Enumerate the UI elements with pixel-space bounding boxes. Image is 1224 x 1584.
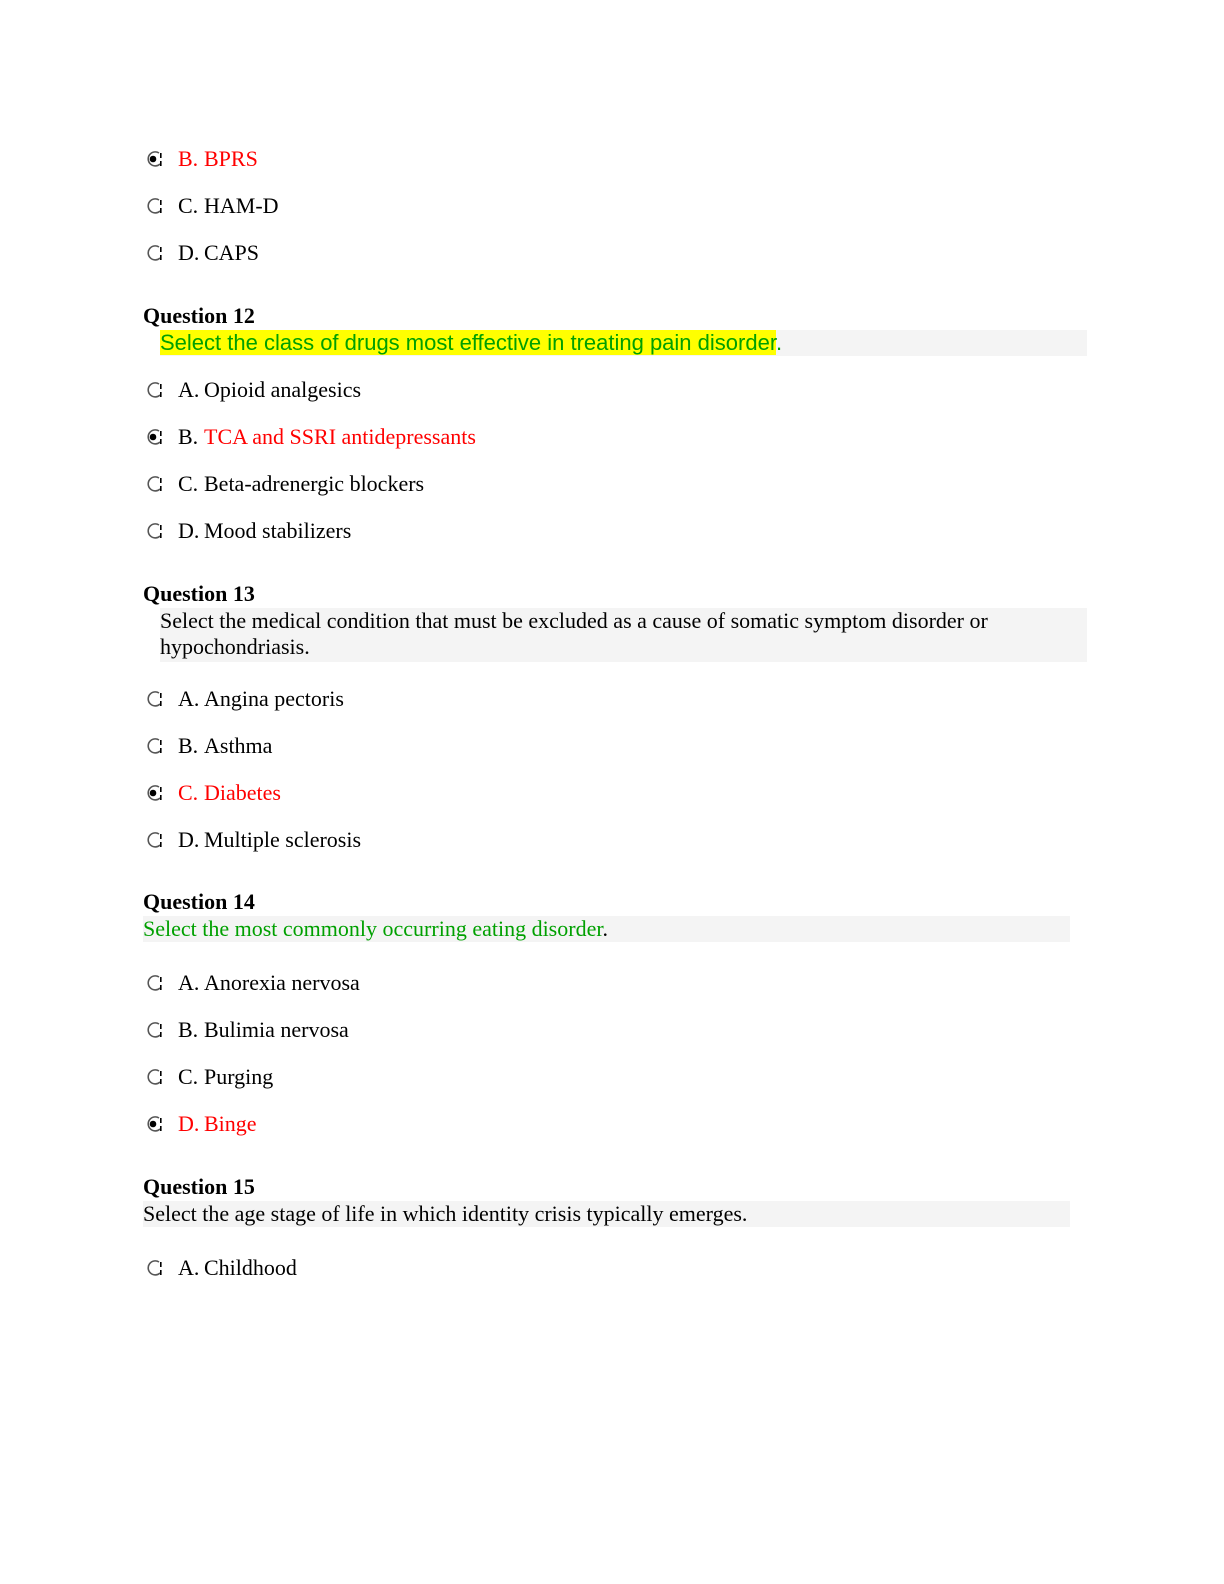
answer-option[interactable] bbox=[143, 1062, 273, 1092]
option-letter: C. bbox=[178, 471, 199, 496]
answer-option[interactable] bbox=[143, 422, 476, 452]
question-title: Question 15 bbox=[143, 1174, 255, 1199]
option-letter: C. bbox=[178, 780, 199, 805]
option-text: Multiple sclerosis bbox=[204, 827, 362, 852]
answer-option[interactable] bbox=[143, 375, 361, 405]
option-text: Anorexia nervosa bbox=[204, 970, 360, 995]
radio-unselected-icon[interactable] bbox=[143, 825, 173, 855]
radio-unselected-icon[interactable] bbox=[143, 731, 173, 761]
prompt-highlighted-text: Select the class of drugs most effective in treating pain disorder bbox=[160, 330, 776, 355]
prompt-colored-text: Select the most commonly occurring eating disorder bbox=[143, 916, 603, 941]
option-letter: B. bbox=[178, 146, 199, 171]
answer-option[interactable] bbox=[143, 1253, 297, 1283]
option-text: TCA and SSRI antidepressants bbox=[204, 424, 476, 449]
answer-option[interactable] bbox=[143, 778, 281, 808]
radio-selected-icon[interactable] bbox=[143, 1109, 173, 1139]
question-prompt: Select the age stage of life in which identity crisis typically emerges. bbox=[143, 1201, 1070, 1227]
radio-unselected-icon[interactable] bbox=[143, 1062, 173, 1092]
radio-unselected-icon[interactable] bbox=[143, 968, 173, 998]
radio-unselected-icon[interactable] bbox=[143, 516, 173, 546]
option-letter: C. bbox=[178, 193, 199, 218]
option-letter: A. bbox=[178, 970, 200, 995]
radio-unselected-icon[interactable] bbox=[143, 469, 173, 499]
option-text: Asthma bbox=[204, 733, 273, 758]
answer-option[interactable] bbox=[143, 731, 272, 761]
radio-unselected-icon[interactable] bbox=[143, 191, 173, 221]
radio-unselected-icon[interactable] bbox=[143, 1015, 173, 1045]
prompt-end: . bbox=[775, 330, 783, 355]
option-letter: D. bbox=[178, 240, 200, 265]
option-text: BPRS bbox=[204, 146, 258, 171]
answer-option[interactable] bbox=[143, 1015, 349, 1045]
question-title: Question 14 bbox=[143, 889, 255, 914]
option-text: Purging bbox=[204, 1064, 274, 1089]
question-prompt: Select the medical condition that must be excluded as a cause of somatic symptom disorder or hypochondriasis. bbox=[160, 608, 1087, 662]
option-letter: B. bbox=[178, 424, 199, 449]
answer-option[interactable] bbox=[143, 191, 279, 221]
option-letter: D. bbox=[178, 827, 200, 852]
answer-option[interactable] bbox=[143, 238, 259, 268]
radio-selected-icon[interactable] bbox=[143, 422, 173, 452]
radio-selected-icon[interactable] bbox=[143, 144, 173, 174]
question-prompt bbox=[160, 330, 1087, 356]
option-text: HAM-D bbox=[204, 193, 279, 218]
option-text: Opioid analgesics bbox=[204, 377, 362, 402]
option-letter: A. bbox=[178, 686, 200, 711]
option-text: Childhood bbox=[204, 1255, 297, 1280]
option-text: Binge bbox=[204, 1111, 257, 1136]
answer-option[interactable] bbox=[143, 684, 344, 714]
option-text: Bulimia nervosa bbox=[204, 1017, 349, 1042]
answer-option[interactable] bbox=[143, 968, 360, 998]
radio-unselected-icon[interactable] bbox=[143, 1253, 173, 1283]
radio-unselected-icon[interactable] bbox=[143, 238, 173, 268]
question-prompt bbox=[143, 916, 1070, 942]
answer-option[interactable] bbox=[143, 469, 424, 499]
question-title: Question 13 bbox=[143, 581, 255, 606]
answer-option[interactable] bbox=[143, 516, 351, 546]
answer-option[interactable] bbox=[143, 144, 258, 174]
option-text: Diabetes bbox=[204, 780, 281, 805]
prompt-end: . bbox=[602, 916, 608, 941]
radio-unselected-icon[interactable] bbox=[143, 375, 173, 405]
option-letter: B. bbox=[178, 1017, 199, 1042]
option-letter: A. bbox=[178, 1255, 200, 1280]
answer-option[interactable] bbox=[143, 1109, 257, 1139]
option-letter: A. bbox=[178, 377, 200, 402]
option-letter: D. bbox=[178, 518, 200, 543]
option-text: Beta-adrenergic blockers bbox=[204, 471, 425, 496]
option-text: Angina pectoris bbox=[204, 686, 344, 711]
radio-selected-icon[interactable] bbox=[143, 778, 173, 808]
option-text: CAPS bbox=[204, 240, 260, 265]
option-text: Mood stabilizers bbox=[204, 518, 352, 543]
option-letter: B. bbox=[178, 733, 199, 758]
radio-unselected-icon[interactable] bbox=[143, 684, 173, 714]
answer-option[interactable] bbox=[143, 825, 361, 855]
option-letter: D. bbox=[178, 1111, 200, 1136]
question-title: Question 12 bbox=[143, 303, 255, 328]
option-letter: C. bbox=[178, 1064, 199, 1089]
